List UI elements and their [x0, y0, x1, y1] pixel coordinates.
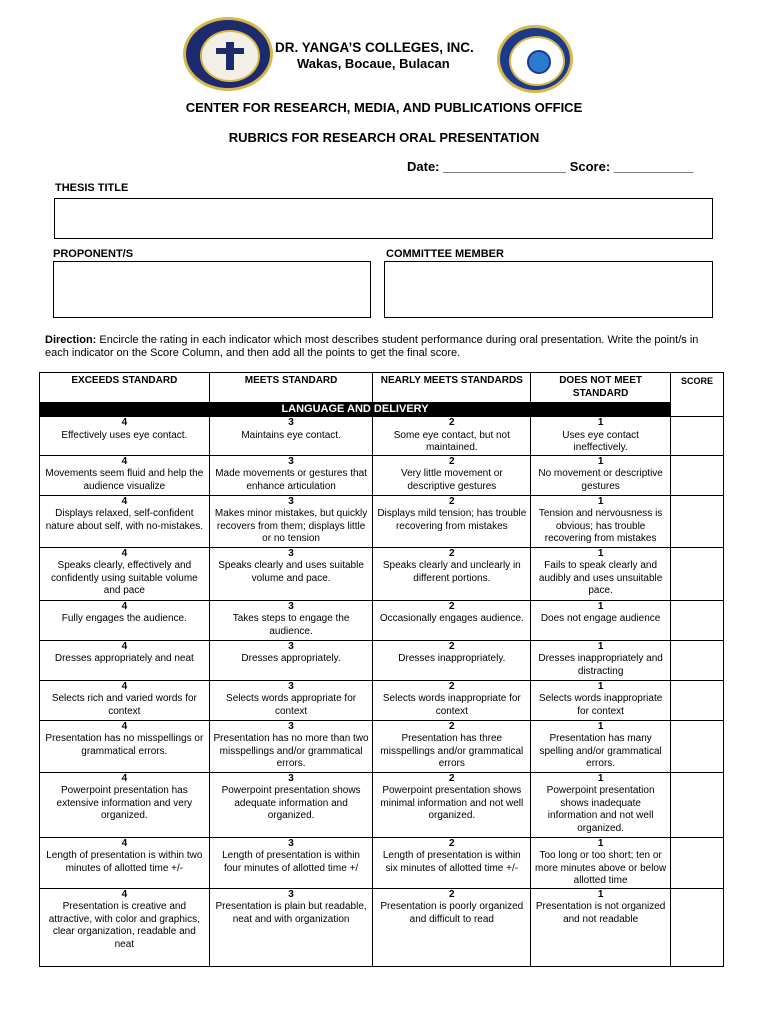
rating-points[interactable]: 2	[449, 772, 455, 784]
office-title: CENTER FOR RESEARCH, MEDIA, AND PUBLICATIONS OFFICE	[185, 100, 583, 115]
rubric-cell-exceeds[interactable]	[40, 772, 210, 837]
rating-points[interactable]: 2	[449, 680, 455, 692]
score-field[interactable]: ___________	[613, 159, 694, 174]
college-name: DR. YANGA’S COLLEGES, INC.	[275, 40, 474, 55]
direction-text	[45, 334, 725, 360]
rubric-cell-exceeds[interactable]	[40, 640, 210, 680]
table-row	[40, 640, 724, 680]
table-row	[40, 600, 724, 640]
indicator-text: Presentation has no misspellings or grammatical errors.	[45, 733, 204, 757]
score-cell[interactable]	[671, 417, 724, 456]
indicator-text: Presentation has three misspellings and/or grammatical errors	[380, 733, 524, 769]
rating-points[interactable]: 1	[597, 680, 604, 692]
rubric-cell-does-not-meet[interactable]	[531, 547, 671, 600]
rating-points[interactable]: 1	[597, 417, 604, 428]
rating-points[interactable]: 1	[597, 888, 604, 900]
rubric-cell-does-not-meet[interactable]	[531, 837, 671, 888]
rating-points[interactable]: 4	[121, 680, 128, 692]
rubric-cell-exceeds[interactable]	[40, 888, 210, 966]
rubric-cell-does-not-meet[interactable]	[531, 600, 671, 640]
rubric-table	[39, 372, 724, 967]
indicator-text: Presentation has many spelling and/or grammatical errors.	[539, 733, 662, 769]
rubric-cell-does-not-meet[interactable]	[531, 455, 671, 495]
indicator-text: Very little movement or descriptive gestures	[400, 468, 503, 492]
rating-points[interactable]: 1	[597, 455, 604, 467]
score-cell[interactable]	[671, 720, 724, 772]
date-field[interactable]: _________________	[443, 159, 567, 174]
rubric-cell-nearly-meets[interactable]	[373, 495, 531, 547]
indicator-text: Dresses appropriately and neat	[54, 653, 194, 664]
rating-points[interactable]: 2	[449, 888, 455, 900]
rubric-cell-nearly-meets[interactable]	[373, 772, 531, 837]
rubric-cell-meets[interactable]	[209, 772, 373, 837]
rating-points[interactable]: 4	[121, 720, 128, 732]
rating-points[interactable]: 1	[597, 547, 604, 559]
rubric-cell-meets[interactable]	[209, 680, 373, 720]
rating-points[interactable]: 4	[121, 772, 128, 784]
rating-points[interactable]: 2	[449, 547, 455, 559]
indicator-text: Length of presentation is within six minutes of allotted time +/-	[382, 850, 521, 874]
indicator-text: No movement or descriptive gestures	[538, 468, 663, 492]
score-cell[interactable]	[671, 837, 724, 888]
indicator-text: Selects words appropriate for context	[226, 693, 357, 717]
rating-points[interactable]: 3	[288, 837, 294, 849]
indicator-text: Speaks clearly and uses suitable volume and pace.	[218, 560, 364, 584]
table-row	[40, 680, 724, 720]
indicator-text: Uses eye contact ineffectively.	[562, 429, 639, 453]
rating-points[interactable]: 3	[288, 888, 294, 900]
rubric-body	[40, 417, 724, 967]
rubric-cell-exceeds[interactable]	[40, 600, 210, 640]
rubric-cell-nearly-meets[interactable]	[373, 640, 531, 680]
indicator-text: Makes minor mistakes, but quickly recovers from them; displays little or no tension	[214, 508, 368, 544]
rubric-cell-does-not-meet[interactable]	[531, 495, 671, 547]
table-row	[40, 888, 724, 966]
rating-points[interactable]: 4	[121, 888, 128, 900]
rating-points[interactable]: 3	[288, 417, 294, 428]
rating-points[interactable]: 1	[597, 837, 604, 849]
rubric-cell-does-not-meet[interactable]	[531, 888, 671, 966]
rubric-cell-meets[interactable]	[209, 495, 373, 547]
rating-points[interactable]: 2	[449, 495, 455, 507]
rating-points[interactable]: 2	[449, 417, 455, 428]
indicator-text: Length of presentation is within four minutes of allotted time +/	[222, 850, 360, 874]
indicator-text: Presentation is poorly organized and difficult to read	[380, 901, 524, 925]
rating-points[interactable]: 2	[449, 455, 455, 467]
date-label: Date:	[407, 159, 440, 174]
rating-points[interactable]: 3	[288, 640, 294, 652]
score-cell[interactable]	[671, 640, 724, 680]
rubric-cell-meets[interactable]	[209, 640, 373, 680]
rubric-cell-nearly-meets[interactable]	[373, 417, 531, 456]
rating-points[interactable]: 4	[121, 417, 128, 428]
rating-points[interactable]: 3	[288, 547, 294, 559]
rating-points[interactable]: 1	[597, 640, 604, 652]
rubric-cell-exceeds[interactable]	[40, 547, 210, 600]
rating-points[interactable]: 4	[121, 547, 128, 559]
rubric-cell-meets[interactable]	[209, 455, 373, 495]
rating-points[interactable]: 1	[597, 600, 604, 612]
rubric-cell-meets[interactable]	[209, 417, 373, 456]
indicator-text: Too long or too short; ten or more minutes above or below allotted time	[535, 850, 667, 886]
rating-points[interactable]: 3	[288, 495, 294, 507]
rubric-cell-nearly-meets[interactable]	[373, 720, 531, 772]
proponents-label: PROPONENT/S	[53, 248, 134, 260]
indicator-text: Powerpoint presentation shows adequate information and organized.	[221, 785, 361, 821]
col-exceeds-standard: EXCEEDS STANDARD	[40, 373, 210, 403]
indicator-text: Length of presentation is within two minutes of allotted time +/-	[46, 850, 203, 874]
indicator-text: Some eye contact, but not maintained.	[393, 429, 510, 453]
indicator-text: Occasionally engages audience.	[379, 613, 524, 624]
rubric-cell-nearly-meets[interactable]	[373, 837, 531, 888]
proponents-field[interactable]	[53, 261, 371, 318]
score-cell[interactable]	[671, 547, 724, 600]
table-row	[40, 772, 724, 837]
header-row	[40, 373, 724, 403]
rating-points[interactable]: 2	[449, 600, 455, 612]
rubric-cell-nearly-meets[interactable]	[373, 600, 531, 640]
rubric-cell-does-not-meet[interactable]	[531, 640, 671, 680]
direction-body: Encircle the rating in each indicator which most describes student performance during oral presentation. Write the point/s in each indicator on the Score Column, and then add all the points to get the final score.	[45, 334, 699, 359]
thesis-title-field[interactable]	[54, 198, 713, 239]
rating-points[interactable]: 3	[288, 455, 294, 467]
rubric-title: RUBRICS FOR RESEARCH ORAL PRESENTATION	[228, 130, 540, 145]
indicator-text: Effectively uses eye contact.	[61, 429, 188, 441]
date-score-line	[407, 159, 693, 174]
indicator-text: Dresses inappropriately.	[398, 653, 506, 664]
rubric-cell-nearly-meets[interactable]	[373, 888, 531, 966]
thesis-title-label: THESIS TITLE	[55, 182, 129, 194]
indicator-text: Maintains eye contact.	[241, 429, 341, 441]
indicator-text: Speaks clearly, effectively and confidently using suitable volume and pace	[50, 560, 198, 596]
rubric-cell-does-not-meet[interactable]	[531, 772, 671, 837]
rubric-cell-exceeds[interactable]	[40, 837, 210, 888]
rubric-cell-does-not-meet[interactable]	[531, 417, 671, 456]
col-score: SCORE	[671, 373, 724, 417]
rubric-cell-meets[interactable]	[209, 600, 373, 640]
table-row	[40, 720, 724, 772]
research-office-seal-icon	[497, 25, 573, 93]
indicator-text: Selects words inappropriate for context	[538, 693, 663, 717]
direction-label: Direction:	[45, 334, 97, 346]
rubric-cell-meets[interactable]	[209, 837, 373, 888]
indicator-text: Movements seem fluid and help the audience visualize	[45, 468, 204, 492]
rubric-cell-exceeds[interactable]	[40, 680, 210, 720]
rating-points[interactable]: 3	[288, 720, 294, 732]
rating-points[interactable]: 4	[121, 837, 128, 849]
indicator-text: Fails to speak clearly and audibly and uses unsuitable pace.	[538, 560, 663, 596]
indicator-text: Selects rich and varied words for context	[51, 693, 197, 717]
indicator-text: Dresses inappropriately and distracting	[538, 653, 663, 677]
indicator-text: Made movements or gestures that enhance articulation	[215, 468, 367, 492]
score-cell[interactable]	[671, 888, 724, 966]
col-meets-standard: MEETS STANDARD	[209, 373, 373, 403]
score-cell[interactable]	[671, 772, 724, 837]
rating-points[interactable]: 4	[121, 640, 128, 652]
rubric-cell-exceeds[interactable]	[40, 495, 210, 547]
rubric-cell-exceeds[interactable]	[40, 720, 210, 772]
rubric-cell-exceeds[interactable]	[40, 417, 210, 456]
rubric-cell-does-not-meet[interactable]	[531, 680, 671, 720]
rubric-cell-does-not-meet[interactable]	[531, 720, 671, 772]
indicator-text: Fully engages the audience.	[61, 613, 187, 624]
indicator-text: Displays relaxed, self-confident nature about self, with no-mistakes.	[45, 508, 203, 532]
rating-points[interactable]: 2	[449, 720, 455, 732]
indicator-text: Presentation has no more than two misspellings and/or grammatical errors.	[213, 733, 369, 769]
rating-points[interactable]: 2	[449, 837, 455, 849]
col-does-not-meet-standard: DOES NOT MEET STANDARD	[531, 373, 671, 403]
rubric-cell-exceeds[interactable]	[40, 455, 210, 495]
indicator-text: Presentation is plain but readable, neat and with organization	[215, 901, 367, 925]
score-cell[interactable]	[671, 680, 724, 720]
college-seal-icon	[183, 17, 273, 91]
indicator-text: Powerpoint presentation shows minimal information and not well organized.	[380, 785, 524, 821]
indicator-text: Displays mild tension; has trouble recovering from mistakes	[377, 508, 527, 532]
rating-points[interactable]: 4	[121, 600, 128, 612]
rating-points[interactable]: 1	[597, 772, 604, 784]
rating-points[interactable]: 4	[121, 495, 128, 507]
indicator-text: Tension and nervousness is obvious; has trouble recovering from mistakes	[538, 508, 663, 544]
section-row	[40, 403, 724, 417]
indicator-text: Speaks clearly and unclearly in different portions.	[382, 560, 521, 584]
rubric-cell-nearly-meets[interactable]	[373, 680, 531, 720]
indicator-text: Presentation is not organized and not readable	[535, 901, 666, 925]
rubric-cell-nearly-meets[interactable]	[373, 455, 531, 495]
rating-points[interactable]: 3	[288, 680, 294, 692]
table-row	[40, 455, 724, 495]
rating-points[interactable]: 3	[288, 600, 294, 612]
score-cell[interactable]	[671, 495, 724, 547]
table-row	[40, 547, 724, 600]
col-nearly-meets-standards: NEARLY MEETS STANDARDS	[373, 373, 531, 403]
rubric-cell-meets[interactable]	[209, 547, 373, 600]
score-label: Score:	[569, 159, 611, 174]
table-row	[40, 417, 724, 456]
rubric-cell-meets[interactable]	[209, 720, 373, 772]
table-row	[40, 837, 724, 888]
score-cell[interactable]	[671, 600, 724, 640]
rubric-cell-meets[interactable]	[209, 888, 373, 966]
indicator-text: Presentation is creative and attractive, with color and graphics, clear organization, readable and neat	[48, 901, 200, 950]
rating-points[interactable]: 1	[597, 720, 604, 732]
committee-member-field[interactable]	[384, 261, 713, 318]
indicator-text: Dresses appropriately.	[241, 653, 341, 664]
rating-points[interactable]: 4	[121, 455, 128, 467]
rubric-cell-nearly-meets[interactable]	[373, 547, 531, 600]
rating-points[interactable]: 1	[597, 495, 604, 507]
table-row	[40, 495, 724, 547]
indicator-text: Selects words inappropriate for context	[382, 693, 521, 717]
committee-member-label: COMMITTEE MEMBER	[386, 248, 504, 260]
indicator-text: Does not engage audience	[540, 613, 661, 624]
indicator-text: Takes steps to engage the audience.	[232, 613, 350, 637]
section-title: LANGUAGE AND DELIVERY	[40, 403, 671, 417]
score-cell[interactable]	[671, 455, 724, 495]
indicator-text: Powerpoint presentation shows inadequate information and not well organized.	[546, 785, 655, 834]
rating-points[interactable]: 3	[288, 772, 294, 784]
indicator-text: Powerpoint presentation has extensive information and very organized.	[56, 785, 193, 821]
rating-points[interactable]: 2	[449, 640, 455, 652]
college-address: Wakas, Bocaue, Bulacan	[297, 56, 450, 71]
